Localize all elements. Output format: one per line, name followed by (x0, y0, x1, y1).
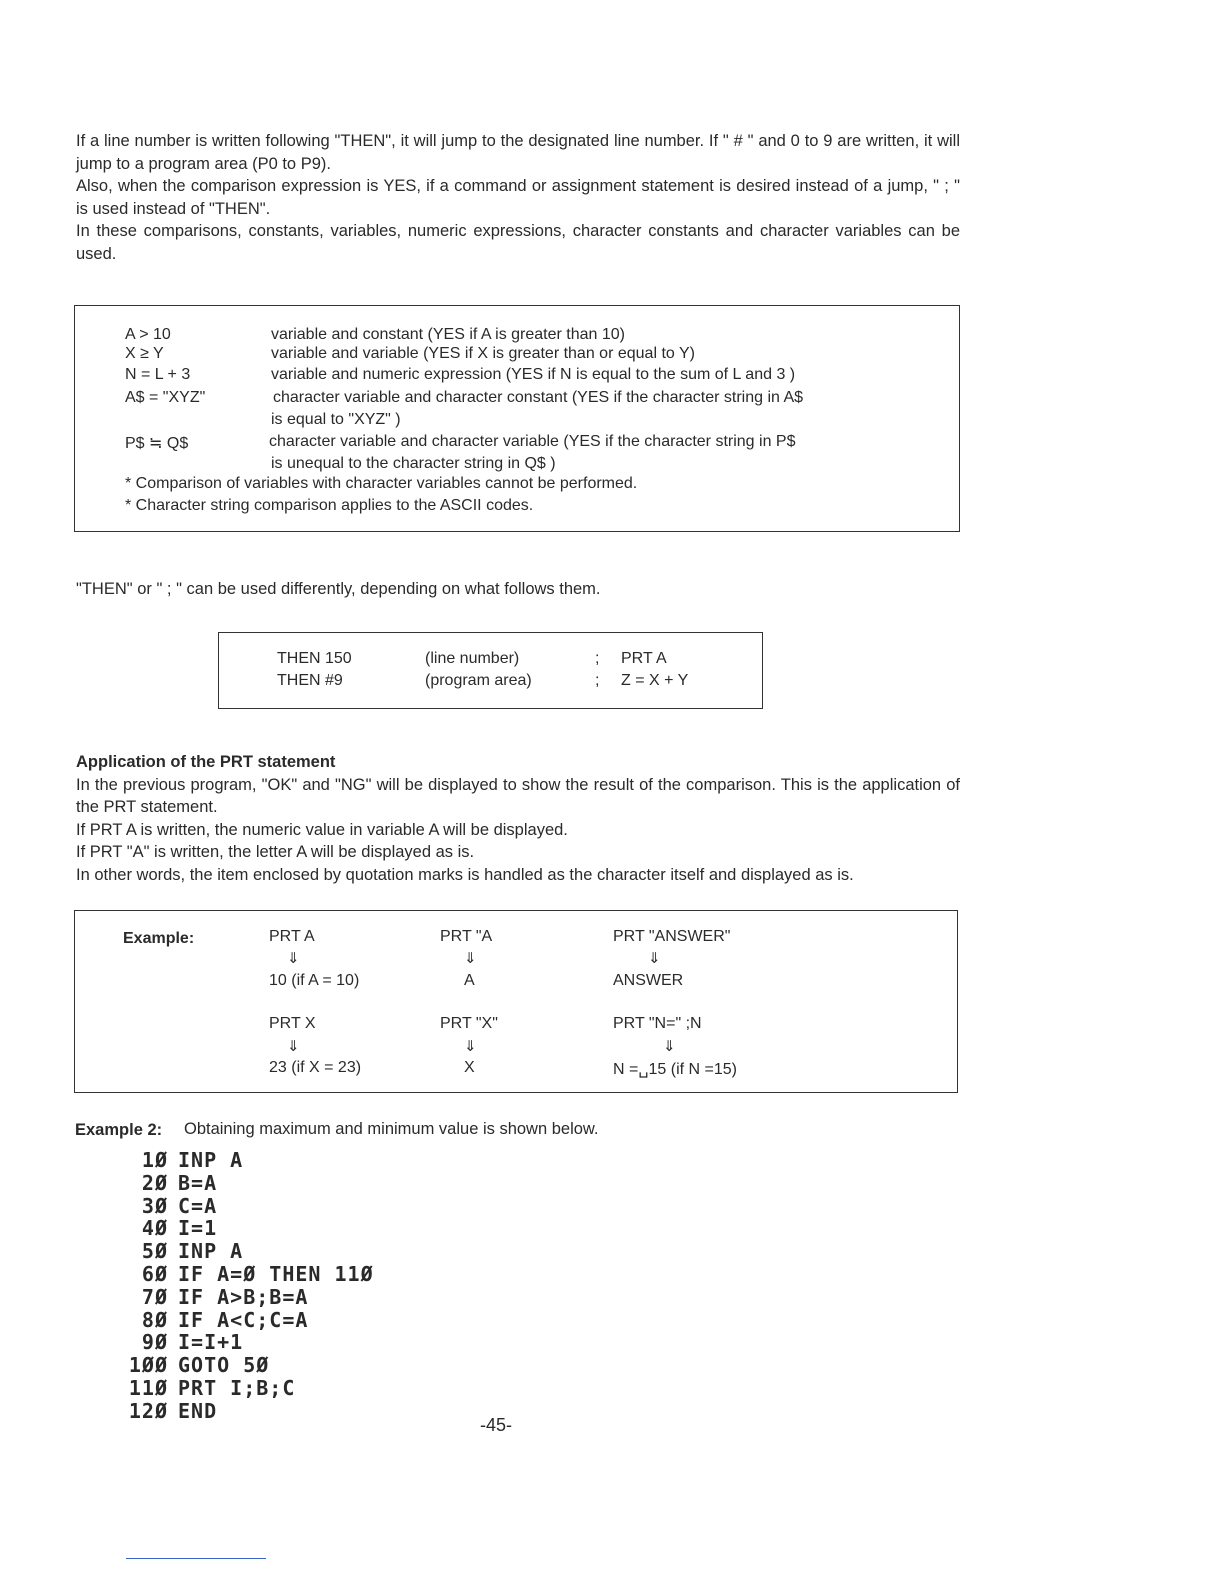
comparison-expr: X ≥ Y (125, 345, 164, 362)
comparison-box (74, 305, 960, 532)
comparison-note: * Character string comparison applies to the ASCII codes. (125, 497, 534, 514)
example-cmd: PRT "X" (440, 1015, 498, 1032)
program-line (110, 1172, 374, 1195)
line-number: 7Ø (141, 1284, 168, 1309)
example-cmd: PRT "A (440, 928, 493, 945)
statement: PRT I;B;C (178, 1375, 296, 1400)
intro-paragraph: Also, when the comparison expression is YES, if a command or assignment statement is desired instead of a jump, " ; " is used instead of "THEN". (76, 177, 960, 218)
program-line (110, 1217, 374, 1240)
example-label: Example: (123, 930, 195, 947)
line-number: 4Ø (141, 1216, 168, 1241)
then-stmt: PRT A (621, 650, 667, 667)
comparison-desc: variable and variable (YES if X is greater than or equal to Y) (271, 345, 695, 362)
example-cmd: PRT A (269, 928, 315, 945)
line-number: 2Ø (141, 1170, 168, 1195)
program-listing (110, 1149, 374, 1423)
down-arrow-icon: ⇓ (287, 1038, 300, 1055)
comparison-desc: character variable and character variable (YES if the character string in P$ (269, 433, 796, 450)
comparison-expr: A$ = "XYZ" (125, 389, 206, 406)
down-arrow-icon: ⇓ (663, 1038, 676, 1055)
down-arrow-icon: ⇓ (464, 1038, 477, 1055)
then-desc: (program area) (425, 672, 532, 689)
statement: I=I+1 (178, 1330, 244, 1355)
program-line (110, 1331, 374, 1354)
page-number: -45- (480, 1415, 513, 1435)
example-cmd: PRT "ANSWER" (613, 928, 731, 945)
comparison-desc-cont: is equal to "XYZ" ) (271, 411, 401, 428)
line-number: 12Ø (128, 1398, 168, 1423)
program-line (110, 1240, 374, 1263)
program-line (110, 1149, 374, 1172)
example-result: X (464, 1059, 475, 1076)
program-line (110, 1195, 374, 1218)
intro-paragraph: In these comparisons, constants, variables, numeric expressions, character constants and character variables can be used. (76, 222, 960, 263)
statement: INP A (178, 1148, 244, 1172)
statement: I=1 (178, 1216, 218, 1241)
down-arrow-icon: ⇓ (648, 950, 661, 967)
then-semicolon: ; (595, 650, 600, 667)
intro-text (76, 130, 960, 265)
comparison-expr: N = L + 3 (125, 366, 191, 383)
example2-text: Obtaining maximum and minimum value is shown below. (184, 1120, 599, 1138)
example2-label: Example 2: (75, 1121, 163, 1139)
line-number: 5Ø (141, 1239, 168, 1264)
prt-paragraph: In other words, the item enclosed by quotation marks is handled as the character itself and displayed as is. (76, 865, 854, 884)
then-semicolon: ; (595, 672, 600, 689)
program-line (110, 1354, 374, 1377)
example-box (74, 910, 958, 1093)
footer-divider (126, 1558, 266, 1559)
then-stmt: Z = X + Y (621, 672, 689, 689)
then-desc: (line number) (425, 650, 520, 667)
then-sentence (76, 578, 960, 601)
statement: GOTO 5Ø (178, 1353, 270, 1378)
statement: IF A=Ø THEN 11Ø (178, 1261, 374, 1286)
example-cmd: PRT "N=" ;N (613, 1015, 702, 1032)
line-number: 11Ø (128, 1375, 168, 1400)
section-heading: Application of the PRT statement (76, 753, 336, 771)
example-result: 23 (if X = 23) (269, 1059, 362, 1076)
prt-paragraph: In the previous program, "OK" and "NG" will be displayed to show the result of the comparison. This is the application of the PRT statement. (76, 775, 960, 816)
then-cmd: THEN 150 (277, 650, 352, 667)
line-number: 1ØØ (128, 1353, 168, 1378)
example-result: A (464, 972, 475, 989)
statement: END (178, 1398, 218, 1423)
then-sentence-text: "THEN" or " ; " can be used differently, depending on what follows them. (76, 580, 601, 598)
example-result: ANSWER (613, 972, 684, 989)
example-result: N =␣15 (if N =15) (613, 1061, 737, 1078)
statement: C=A (178, 1193, 218, 1218)
program-line (110, 1263, 374, 1286)
down-arrow-icon: ⇓ (464, 950, 477, 967)
program-line (110, 1377, 374, 1400)
line-number: 3Ø (141, 1193, 168, 1218)
comparison-desc: variable and numeric expression (YES if N is equal to the sum of L and 3 ) (271, 366, 796, 383)
line-number: 9Ø (141, 1330, 168, 1355)
line-number: 1Ø (141, 1148, 168, 1172)
example-cmd: PRT X (269, 1015, 316, 1032)
statement: INP A (178, 1239, 244, 1264)
then-cmd: THEN #9 (277, 672, 343, 689)
line-number: 8Ø (141, 1307, 168, 1332)
example-result: 10 (if A = 10) (269, 972, 360, 989)
comparison-expr: P$ ≒ Q$ (125, 435, 189, 452)
statement: IF A<C;C=A (178, 1307, 309, 1332)
comparison-note: * Comparison of variables with character variables cannot be performed. (125, 475, 638, 492)
statement: IF A>B;B=A (178, 1284, 309, 1309)
program-line (110, 1286, 374, 1309)
comparison-desc: character variable and character constant (YES if the character string in A$ (273, 389, 804, 406)
down-arrow-icon: ⇓ (287, 950, 300, 967)
program-line (110, 1400, 374, 1423)
program-line (110, 1309, 374, 1332)
prt-paragraph: If PRT "A" is written, the letter A will be displayed as is. (76, 843, 475, 861)
prt-paragraph: If PRT A is written, the numeric value in variable A will be displayed. (76, 820, 568, 839)
line-number: 6Ø (141, 1261, 168, 1286)
then-box (218, 632, 763, 709)
intro-paragraph: If a line number is written following "THEN", it will jump to the designated line number. If " # " and 0 to 9 are written, it will jump to a program area (P0 to P9). (76, 132, 960, 173)
comparison-expr: A > 10 (125, 326, 171, 343)
comparison-desc: variable and constant (YES if A is greater than 10) (271, 326, 625, 343)
comparison-desc-cont: is unequal to the character string in Q$ ) (271, 455, 556, 472)
prt-section (76, 751, 960, 886)
statement: B=A (178, 1170, 218, 1195)
